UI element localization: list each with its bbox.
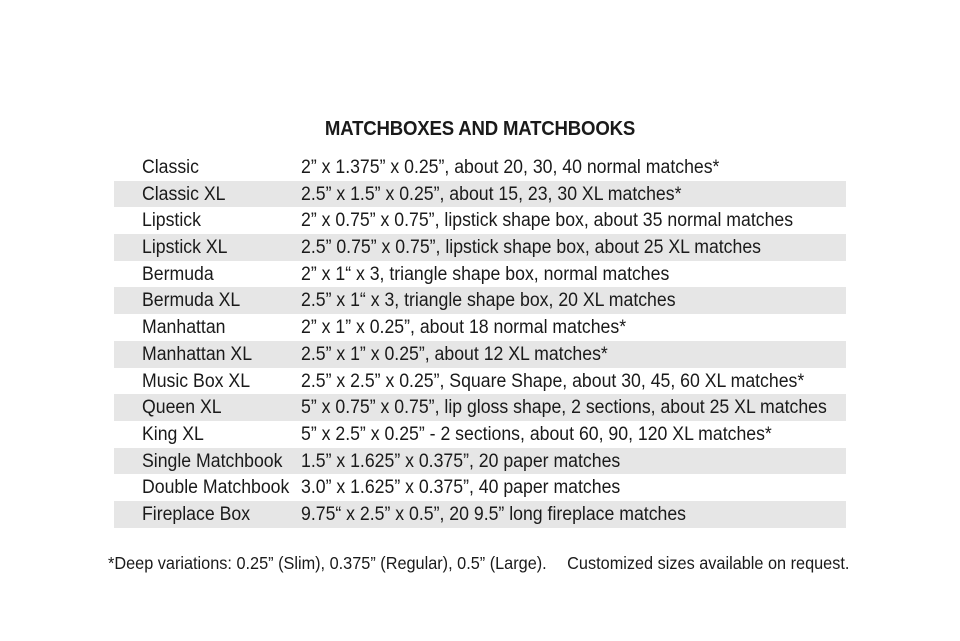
table-row xyxy=(114,421,846,448)
table-row xyxy=(114,474,846,501)
table-row xyxy=(114,287,846,314)
row-description: 1.5” x 1.625” x 0.375”, 20 paper matches xyxy=(301,450,621,472)
table-row xyxy=(114,181,846,208)
row-description: 2.5” x 1.5” x 0.25”, about 15, 23, 30 XL matches* xyxy=(301,183,682,205)
row-name: Music Box XL xyxy=(142,370,251,392)
row-description: 2.5” x 1“ x 3, triangle shape box, 20 XL matches xyxy=(301,290,676,312)
row-name: Manhattan xyxy=(142,317,226,339)
table-row xyxy=(114,207,846,234)
row-name: Queen XL xyxy=(142,397,222,419)
footnote-custom-sizes: Customized sizes available on request. xyxy=(567,553,850,573)
table-row xyxy=(114,341,846,368)
row-description: 2” x 1.375” x 0.25”, about 20, 30, 40 normal matches* xyxy=(301,157,720,178)
row-description: 2” x 1“ x 3, triangle shape box, normal matches xyxy=(301,263,670,285)
row-description: 2.5” x 1” x 0.25”, about 12 XL matches* xyxy=(301,343,608,365)
table-row xyxy=(114,314,846,341)
row-description: 2” x 0.75” x 0.75”, lipstick shape box, about 35 normal matches xyxy=(301,210,794,232)
row-description: 3.0” x 1.625” x 0.375”, 40 paper matches xyxy=(301,477,621,499)
row-description: 2” x 1” x 0.25”, about 18 normal matches* xyxy=(301,317,627,339)
row-name: Bermuda xyxy=(142,263,214,285)
row-name: Lipstick XL xyxy=(142,237,228,259)
footnote xyxy=(108,553,849,574)
table-row xyxy=(114,501,846,528)
row-description: 9.75“ x 2.5” x 0.5”, 20 9.5” long fireplace matches xyxy=(301,503,687,525)
row-description: 5” x 2.5” x 0.25” - 2 sections, about 60, 90, 120 XL matches* xyxy=(301,423,772,445)
row-name: Bermuda XL xyxy=(142,290,241,312)
footnote-variations: *Deep variations: 0.25” (Slim), 0.375” (Regular), 0.5” (Large). xyxy=(108,553,547,573)
row-name: King XL xyxy=(142,423,204,445)
row-name: Fireplace Box xyxy=(142,503,251,525)
row-name: Manhattan XL xyxy=(142,343,253,365)
row-name: Double Matchbook xyxy=(142,477,290,499)
table-row xyxy=(114,394,846,421)
table-row xyxy=(114,154,846,181)
table-row xyxy=(114,448,846,475)
row-description: 5” x 0.75” x 0.75”, lip gloss shape, 2 sections, about 25 XL matches xyxy=(301,397,827,419)
row-name: Classic XL xyxy=(142,183,226,205)
row-description: 2.5” 0.75” x 0.75”, lipstick shape box, about 25 XL matches xyxy=(301,237,762,259)
row-name: Single Matchbook xyxy=(142,450,283,472)
page-title: MATCHBOXES AND MATCHBOOKS xyxy=(324,118,636,140)
table-row xyxy=(114,368,846,395)
row-name: Classic xyxy=(142,157,199,178)
table-row xyxy=(114,234,846,261)
size-table xyxy=(114,154,846,528)
row-name: Lipstick xyxy=(142,210,201,232)
row-description: 2.5” x 2.5” x 0.25”, Square Shape, about 30, 45, 60 XL matches* xyxy=(301,370,805,392)
table-row xyxy=(114,261,846,288)
